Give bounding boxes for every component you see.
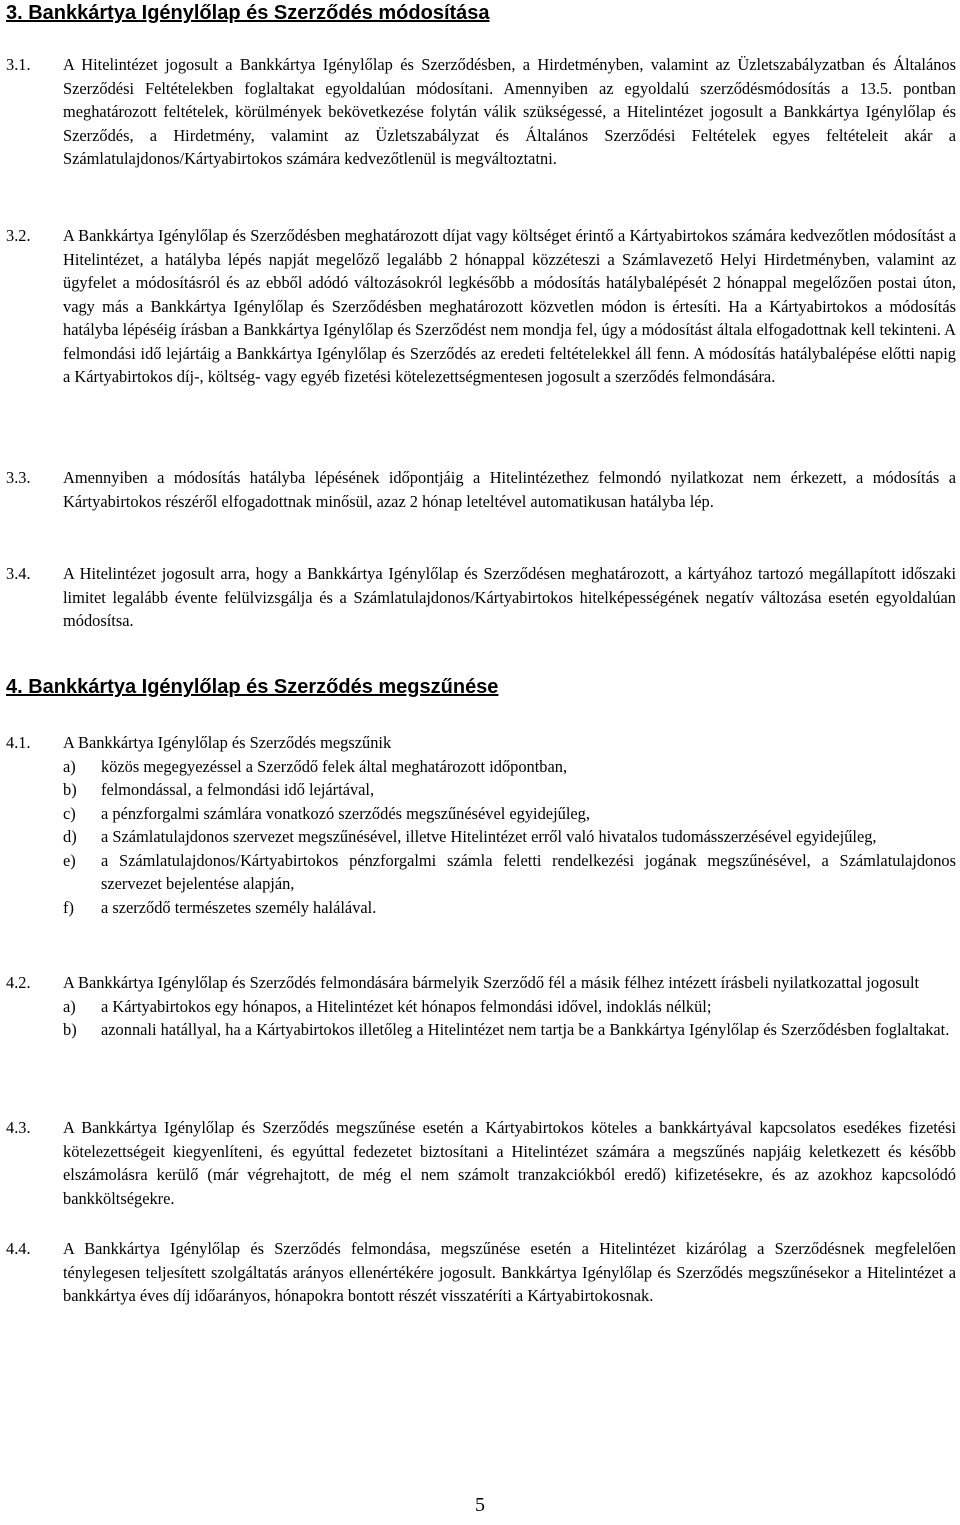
paragraph-text: A Hitelintézet jogosult a Bankkártya Igénylőlap és Szerződésben, a Hirdetményben, valamint az Üzletszabályzatban és Általános Szerződési Feltételekben foglaltakat egyoldalúan módosítani. Amennyiben az egyoldalú szerződésmódosítás a 13.5. pontban meghatározott feltételek, körülmények bekövetkezése folytán válik szükségessé, a Hitelintézet jogosult a Bankkártya Igénylőlap és Szerződés, a Hirdetmény, valamint az Üzletszabályzat és Általános Szerződési Feltételek egyes feltételeit akár a Számlatulajdonos/Kártyabirtokos számára kedvezőtlenül is megváltoztatni. [63, 55, 956, 168]
paragraph-3-2 [6, 224, 956, 389]
list-item-label: e) [63, 850, 76, 870]
list-item-text: a pénzforgalmi számlára vonatkozó szerződés megszűnésével egyidejűleg, [101, 803, 590, 823]
list-item-label: f) [63, 897, 74, 917]
paragraph-text: A Bankkártya Igénylőlap és Szerződés felmondása, megszűnése esetén a Hitelintézet kizárólag a Szerződésnek megfelelően ténylegesen teljesített szolgáltatás arányos ellenértékére jogosult. Bankkártya Igénylőlap és Szerződés megszűnésekor a Hitelintézet a bankkártya éves díj időarányos, hónapokra bontott részét visszatéríti a Kártyabirtokosnak. [63, 1239, 956, 1305]
paragraph-number: 4.2. [6, 973, 31, 992]
list-item-label: b) [63, 1020, 77, 1039]
list-item [63, 778, 956, 802]
section-3-heading: 3. Bankkártya Igénylőlap és Szerződés módosítása [6, 2, 490, 24]
paragraph-number: 3.3. [6, 468, 31, 487]
list-item-label: b) [63, 780, 77, 799]
section-4-heading: 4. Bankkártya Igénylőlap és Szerződés megszűnése [6, 676, 499, 698]
paragraph-text: Amennyiben a módosítás hatályba lépésének időpontjáig a Hitelintézethez felmondó nyilatkozat nem érkezett, a módosítás a Kártyabirtokos részéről elfogadottnak minősül, azaz 2 hónap leteltével automatikusan hatályba lép. [63, 468, 956, 511]
paragraph-number: 3.4. [6, 564, 31, 583]
paragraph-text: A Bankkártya Igénylőlap és Szerződésben meghatározott díjat vagy költséget érintő a Kártyabirtokos számára kedvezőtlen módosítást a Hitelintézet, a hatályba lépés napját megelőző legalább 2 hónappal közzéteszi a Számlavezető Helyi Hirdetményben, valamint az ügyfelet a módosításról és az ebből adódó változásokról legkésőbb a módosítás hatálybalépését 2 hónappal megelőzően postai úton, vagy más a Bankkártya Igénylőlap és Szerződésben meghatározott közvetlen módon is értesíti. Ha a Kártyabirtokos a módosítás hatályba lépéséig írásban a Bankkártya Igénylőlap és Szerződést nem mondja fel, úgy a módosítást általa elfogadottnak kell tekinteni. A felmondási idő lejártáig a Bankkártya Igénylőlap és Szerződés az eredeti feltételekkel áll fenn. A módosítás hatálybalépése előtti napig a Kártyabirtokos díj-, költség- vagy egyéb fizetési kötelezettségmentesen jogosult a szerződés felmondására. [63, 226, 956, 386]
paragraph-body [63, 731, 956, 919]
list-item-text: a szerződő természetes személy halálával. [101, 897, 377, 917]
list-item [63, 755, 956, 779]
list-item [63, 802, 956, 826]
list-item-text: közös megegyezéssel a Szerződő felek által meghatározott időpontban, [101, 756, 568, 776]
paragraph-body [63, 971, 956, 1042]
list-item-text: a Kártyabirtokos egy hónapos, a Hitelintézet két hónapos felmondási idővel, indoklás nélkül; [101, 996, 712, 1016]
list-item-label: a) [63, 756, 76, 776]
page-number: 5 [475, 1494, 485, 1516]
paragraph-intro: A Bankkártya Igénylőlap és Szerződés megszűnik [63, 733, 392, 752]
list-item-text: a Számlatulajdonos szervezet megszűnésével, illetve Hitelintézet erről való hivatalos tudomásszerzésével egyidejűleg, [101, 827, 877, 846]
list-item-text: felmondással, a felmondási idő lejártával, [101, 780, 375, 799]
paragraph-number: 4.1. [6, 733, 31, 752]
paragraph-4-3 [6, 1116, 956, 1210]
list-item [63, 995, 956, 1019]
list-item [63, 896, 956, 920]
paragraph-4-1 [6, 731, 956, 919]
list-item-label: a) [63, 996, 76, 1016]
paragraph-intro: A Bankkártya Igénylőlap és Szerződés felmondására bármelyik Szerződő fél a másik félhez intézett írásbeli nyilatkozattal jogosult [63, 973, 920, 992]
paragraph-number: 4.3. [6, 1118, 31, 1137]
paragraph-4-2 [6, 971, 956, 1042]
paragraph-3-3 [6, 466, 956, 513]
list-item-label: d) [63, 827, 77, 846]
paragraph-number: 4.4. [6, 1239, 31, 1258]
paragraph-text: A Hitelintézet jogosult arra, hogy a Bankkártya Igénylőlap és Szerződésen meghatározott, a kártyához tartozó megállapított időszaki limitet legalább évente felülvizsgálja és a Számlatulajdonos/Kártyabirtokos hitelképességének negatív változása esetén egyoldalúan módosítsa. [63, 564, 956, 630]
paragraph-3-4 [6, 562, 956, 633]
paragraph-text: A Bankkártya Igénylőlap és Szerződés megszűnése esetén a Kártyabirtokos köteles a bankkártyával kapcsolatos esedékes fizetési kötelezettségeit kiegyenlíteni, és egyúttal fedezetet biztosítani a Hitelintézet számára a megszűnés napjáig keletkezett és később elszámolásra kerülő (már végrehajtott, de még el nem számolt tranzakciókból eredő) kifizetésekre, és az azokhoz kapcsolódó bankköltségekre. [63, 1118, 956, 1208]
list-item-label: c) [63, 803, 76, 823]
list-item [63, 1018, 956, 1042]
paragraph-number: 3.2. [6, 226, 31, 245]
list-item-text: azonnali hatállyal, ha a Kártyabirtokos illetőleg a Hitelintézet nem tartja be a Bankkártya Igénylőlap és Szerződésben foglaltakat. [101, 1020, 950, 1039]
list-item [63, 849, 956, 896]
list-item-text: a Számlatulajdonos/Kártyabirtokos pénzforgalmi számla feletti rendelkezési jogának megszűnésével, a Számlatulajdonos szervezet bejelentése alapján, [101, 850, 956, 893]
paragraph-4-4 [6, 1237, 956, 1308]
paragraph-3-1 [6, 53, 956, 171]
list-item [63, 825, 956, 849]
paragraph-number: 3.1. [6, 55, 31, 74]
